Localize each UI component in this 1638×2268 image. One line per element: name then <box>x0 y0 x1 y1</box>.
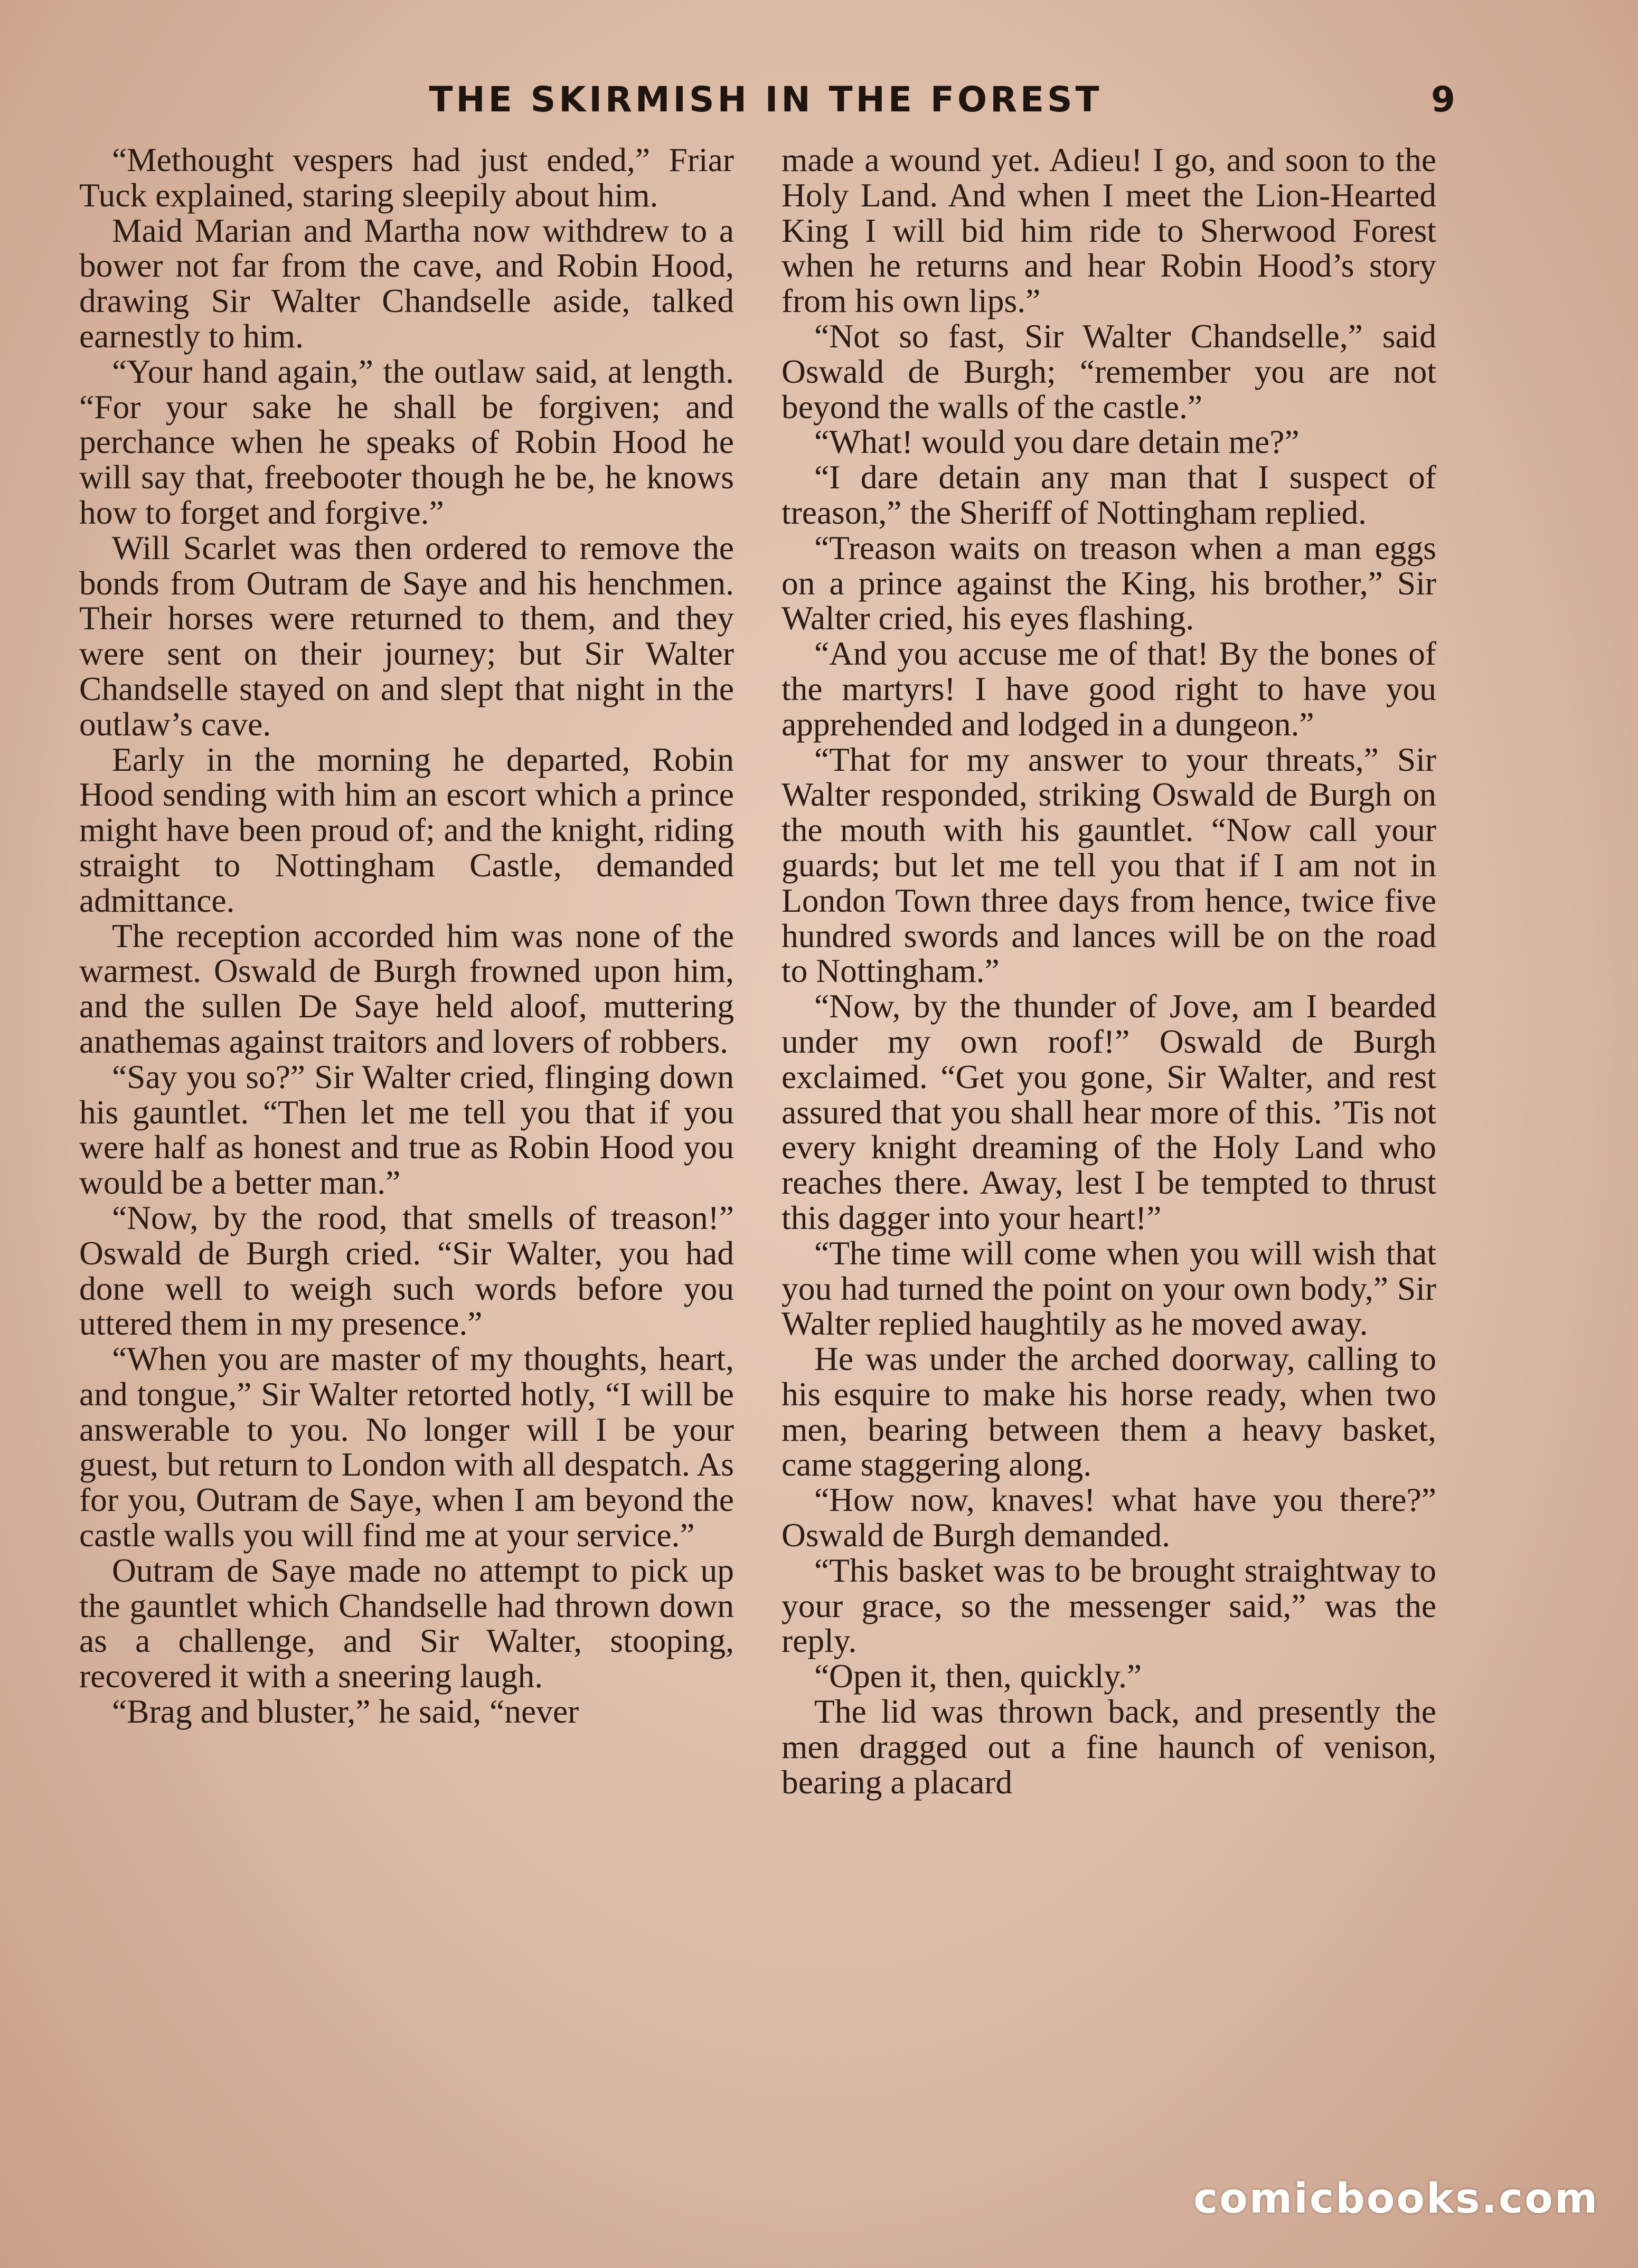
paragraph: “When you are master of my thoughts, heart, and tongue,” Sir Walter retorted hotly, “I will be answerable to you. No longer will I be your guest, but return to London with all despatch. As for you, Outram de Saye, when I am beyond the castle walls you will find me at your service.” <box>79 1340 734 1554</box>
paragraph: He was under the arched doorway, calling to his esquire to make his horse ready, when two men, bearing between them a heavy basket, came staggering along. <box>782 1340 1436 1483</box>
paragraph: “Methought vespers had just ended,” Friar Tuck explained, staring sleepily about him. <box>79 141 734 214</box>
right-text-column <box>782 143 1436 1800</box>
paragraph: “Your hand again,” the outlaw said, at length. “For your sake he shall be forgiven; and perchance when he speaks of Robin Hood he will say that, freebooter though he be, he knows how to forget and forgive.” <box>79 352 734 531</box>
paragraph-continuation: made a wound yet. Adieu! I go, and soon to the Holy Land. And when I meet the Lion-Hearted King I will bid him ride to Sherwood Forest when he returns and hear Robin Hood’s story from his own lips.” <box>782 141 1436 320</box>
paragraph: “And you accuse me of that! By the bones of the martyrs! I have good right to have you apprehended and lodged in a dungeon.” <box>782 635 1436 743</box>
paragraph: “The time will come when you will wish that you had turned the point on your own body,” Sir Walter replied haughtily as he moved away. <box>782 1234 1436 1343</box>
paragraph: Outram de Saye made no attempt to pick up the gauntlet which Chandselle had thrown down as a challenge, and Sir Walter, stooping, recovered it with a sneering laugh. <box>79 1551 734 1695</box>
paragraph: “What! would you dare detain me?” <box>814 423 1300 461</box>
left-text-column <box>79 143 734 1730</box>
paragraph: “How now, knaves! what have you there?” Oswald de Burgh demanded. <box>782 1481 1436 1554</box>
running-title: THE SKIRMISH IN THE FOREST <box>429 79 1103 120</box>
paragraph: “Treason waits on treason when a man eggs on a prince against the King, his brother,” Sir Walter cried, his eyes flashing. <box>782 528 1436 637</box>
paragraph: The reception accorded him was none of the warmest. Oswald de Burgh frowned upon him, and the sullen De Saye held aloof, muttering anathemas against traitors and lovers of robbers. <box>79 916 734 1060</box>
paragraph: Early in the morning he departed, Robin Hood sending with him an escort which a prince might have been proud of; and the knight, riding straight to Nottingham Castle, demanded admittance. <box>79 740 734 919</box>
paragraph: Maid Marian and Martha now withdrew to a bower not far from the cave, and Robin Hood, drawing Sir Walter Chandselle aside, talked earnestly to him. <box>79 211 734 355</box>
paragraph: “Now, by the thunder of Jove, am I bearded under my own roof!” Oswald de Burgh exclaimed. “Get you gone, Sir Walter, and rest assured that you shall hear more of this. ’Tis not every knight dreaming of the Holy Land who reaches there. Away, lest I be tempted to thrust this dagger into your heart!” <box>782 987 1436 1236</box>
paragraph: “I dare detain any man that I suspect of treason,” the Sheriff of Nottingham replied. <box>782 458 1436 531</box>
paragraph: “Now, by the rood, that smells of treason!” Oswald de Burgh cried. “Sir Walter, you had done well to weigh such words before you uttered them in my presence.” <box>79 1198 734 1343</box>
paragraph: The lid was thrown back, and presently the men dragged out a fine haunch of venison, bearing a placard <box>782 1693 1436 1801</box>
paragraph: “Open it, then, quickly.” <box>814 1657 1142 1695</box>
paragraph: “Brag and bluster,” he said, “never <box>112 1693 579 1731</box>
paragraph: “Say you so?” Sir Walter cried, flinging down his gauntlet. “Then let me tell you that if you were half as honest and true as Robin Hood you would be a better man.” <box>79 1057 734 1202</box>
paragraph: “This basket was to be brought straightway to your grace, so the messenger said,” was the reply. <box>782 1551 1436 1660</box>
paragraph: “That for my answer to your threats,” Sir Walter responded, striking Oswald de Burgh on the mouth with his gauntlet. “Now call your guards; but let me tell you that if I am not in London Town three days from hence, twice five hundred swords and lances will be on the road to Nottingham.” <box>782 740 1436 990</box>
paragraph: “Not so fast, Sir Walter Chandselle,” said Oswald de Burgh; “remember you are not beyond the walls of the castle.” <box>782 317 1436 426</box>
watermark: comicbooks.com <box>1193 2175 1599 2223</box>
page-number: 9 <box>1431 79 1455 120</box>
paragraph: Will Scarlet was then ordered to remove the bonds from Outram de Saye and his henchmen. Their horses were returned to them, and they were sent on their journey; but Sir Walter Chandselle stayed on and slept that night in the outlaw’s cave. <box>79 528 734 743</box>
